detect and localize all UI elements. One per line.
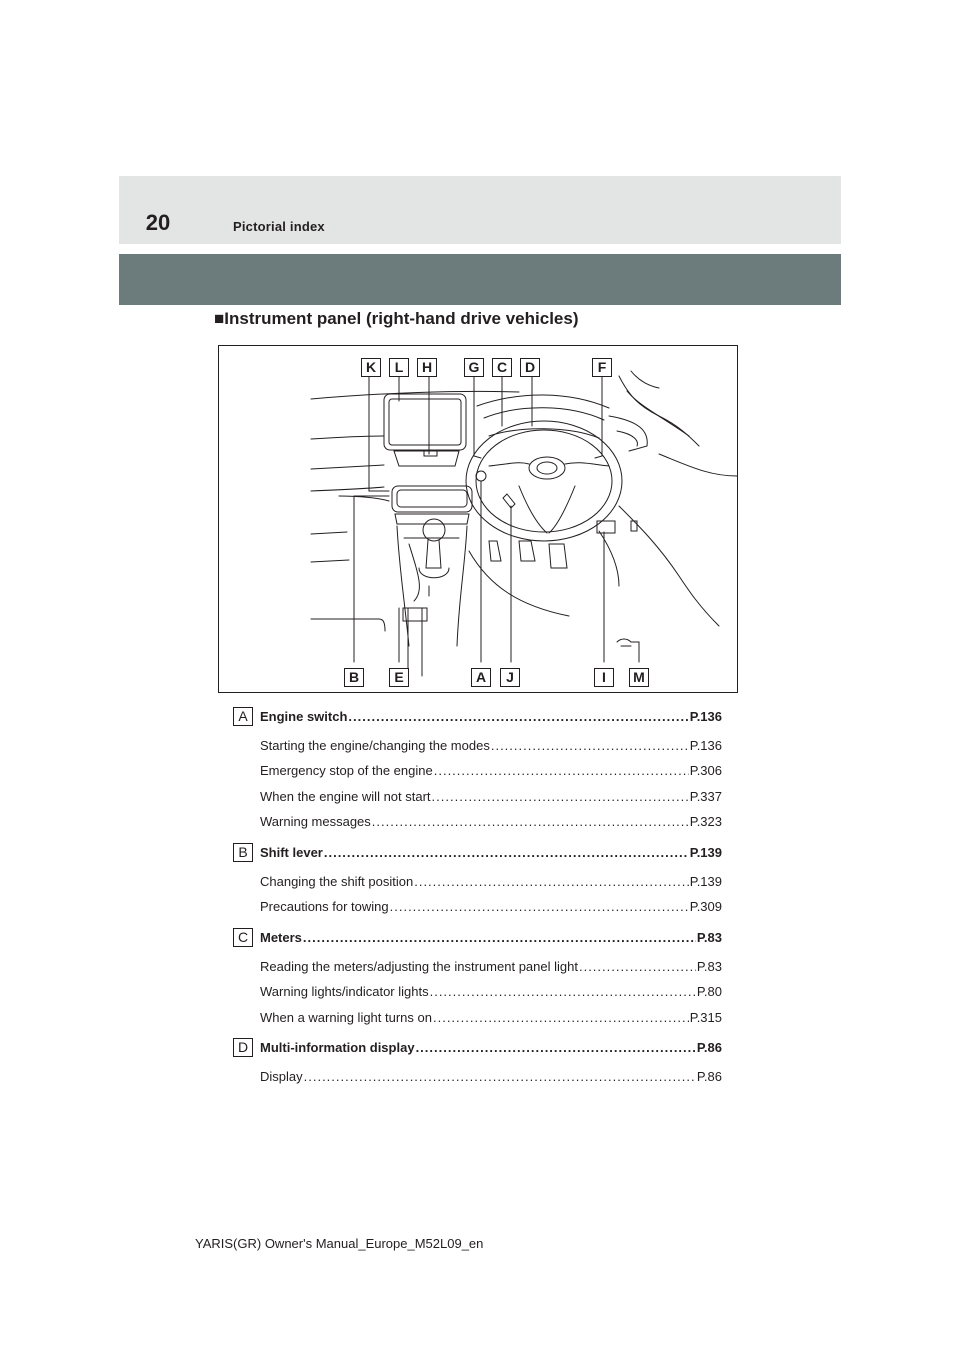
- page-reference[interactable]: P.83: [696, 959, 722, 974]
- page-reference[interactable]: P.323: [689, 814, 722, 829]
- dot-leader: [430, 984, 696, 999]
- page-reference[interactable]: P.309: [689, 899, 722, 914]
- entry-label: Display: [260, 1069, 303, 1084]
- page-reference[interactable]: P.306: [689, 763, 722, 778]
- list-item[interactable]: [260, 874, 722, 889]
- page-reference[interactable]: P.337: [689, 789, 722, 804]
- entry-label: Multi-information display: [260, 1040, 415, 1055]
- callout-b: B: [344, 668, 364, 687]
- dot-leader: [304, 1069, 696, 1084]
- dot-leader: [390, 899, 689, 914]
- entry-letter-b: B: [233, 843, 253, 862]
- callout-e: E: [389, 668, 409, 687]
- entry-label: Emergency stop of the engine: [260, 763, 433, 778]
- page-reference[interactable]: P.139: [689, 845, 722, 860]
- callout-d: D: [520, 358, 540, 377]
- entry-a-title[interactable]: [260, 709, 722, 724]
- list-item[interactable]: [260, 763, 722, 778]
- entry-letter-c: C: [233, 928, 253, 947]
- list-item[interactable]: [260, 984, 722, 999]
- page-reference[interactable]: P.136: [689, 738, 722, 753]
- entry-label: Warning messages: [260, 814, 371, 829]
- entry-letter-d: D: [233, 1038, 253, 1057]
- entry-b-title[interactable]: [260, 845, 722, 860]
- callout-h: H: [417, 358, 437, 377]
- list-item[interactable]: [260, 789, 722, 804]
- dot-leader: [434, 763, 689, 778]
- dot-leader: [432, 789, 689, 804]
- list-item[interactable]: [260, 1010, 722, 1025]
- entry-label: Shift lever: [260, 845, 323, 860]
- entry-label: When the engine will not start: [260, 789, 431, 804]
- callout-m: M: [629, 668, 649, 687]
- entry-letter-a: A: [233, 707, 253, 726]
- dot-leader: [491, 738, 689, 753]
- callout-g: G: [464, 358, 484, 377]
- header-band: [119, 176, 841, 244]
- list-item[interactable]: [260, 1069, 722, 1084]
- callout-c: C: [492, 358, 512, 377]
- page-reference[interactable]: P.83: [696, 930, 722, 945]
- section-title: Pictorial index: [233, 219, 325, 234]
- entry-label: Warning lights/indicator lights: [260, 984, 429, 999]
- dot-leader: [414, 874, 688, 889]
- dot-leader: [348, 709, 688, 724]
- list-item[interactable]: [260, 899, 722, 914]
- callout-i: I: [594, 668, 614, 687]
- page-reference[interactable]: P.86: [696, 1069, 722, 1084]
- list-item[interactable]: [260, 814, 722, 829]
- entry-label: When a warning light turns on: [260, 1010, 432, 1025]
- dot-leader: [372, 814, 689, 829]
- page-reference[interactable]: P.86: [696, 1040, 722, 1055]
- callout-f: F: [592, 358, 612, 377]
- callout-j: J: [500, 668, 520, 687]
- entry-label: Changing the shift position: [260, 874, 414, 889]
- page-subheading: ■Instrument panel (right-hand drive vehicles): [214, 309, 579, 328]
- entry-label: Starting the engine/changing the modes: [260, 738, 490, 753]
- list-item[interactable]: [260, 959, 722, 974]
- callout-l: L: [389, 358, 409, 377]
- list-item[interactable]: [260, 738, 722, 753]
- page-reference[interactable]: P.80: [696, 984, 722, 999]
- instrument-panel-illustration: [218, 345, 738, 693]
- page-footer: YARIS(GR) Owner's Manual_Europe_M52L09_en: [195, 1236, 484, 1251]
- instrument-panel-drawing: [219, 346, 737, 692]
- entry-label: Reading the meters/adjusting the instrument panel light: [260, 959, 578, 974]
- page-reference[interactable]: P.315: [689, 1010, 722, 1025]
- entry-c-title[interactable]: [260, 930, 722, 945]
- dot-leader: [324, 845, 689, 860]
- dot-leader: [303, 930, 696, 945]
- callout-a: A: [471, 668, 491, 687]
- callout-k: K: [361, 358, 381, 377]
- title-band: [119, 254, 841, 305]
- dot-leader: [416, 1040, 696, 1055]
- entry-label: Precautions for towing: [260, 899, 389, 914]
- dot-leader: [433, 1010, 689, 1025]
- page-number: 20: [145, 210, 171, 235]
- entry-label: Engine switch: [260, 709, 348, 724]
- entry-label: Meters: [260, 930, 302, 945]
- page-reference[interactable]: P.139: [689, 874, 722, 889]
- page-reference[interactable]: P.136: [689, 709, 722, 724]
- entry-d-title[interactable]: [260, 1040, 722, 1055]
- dot-leader: [579, 959, 696, 974]
